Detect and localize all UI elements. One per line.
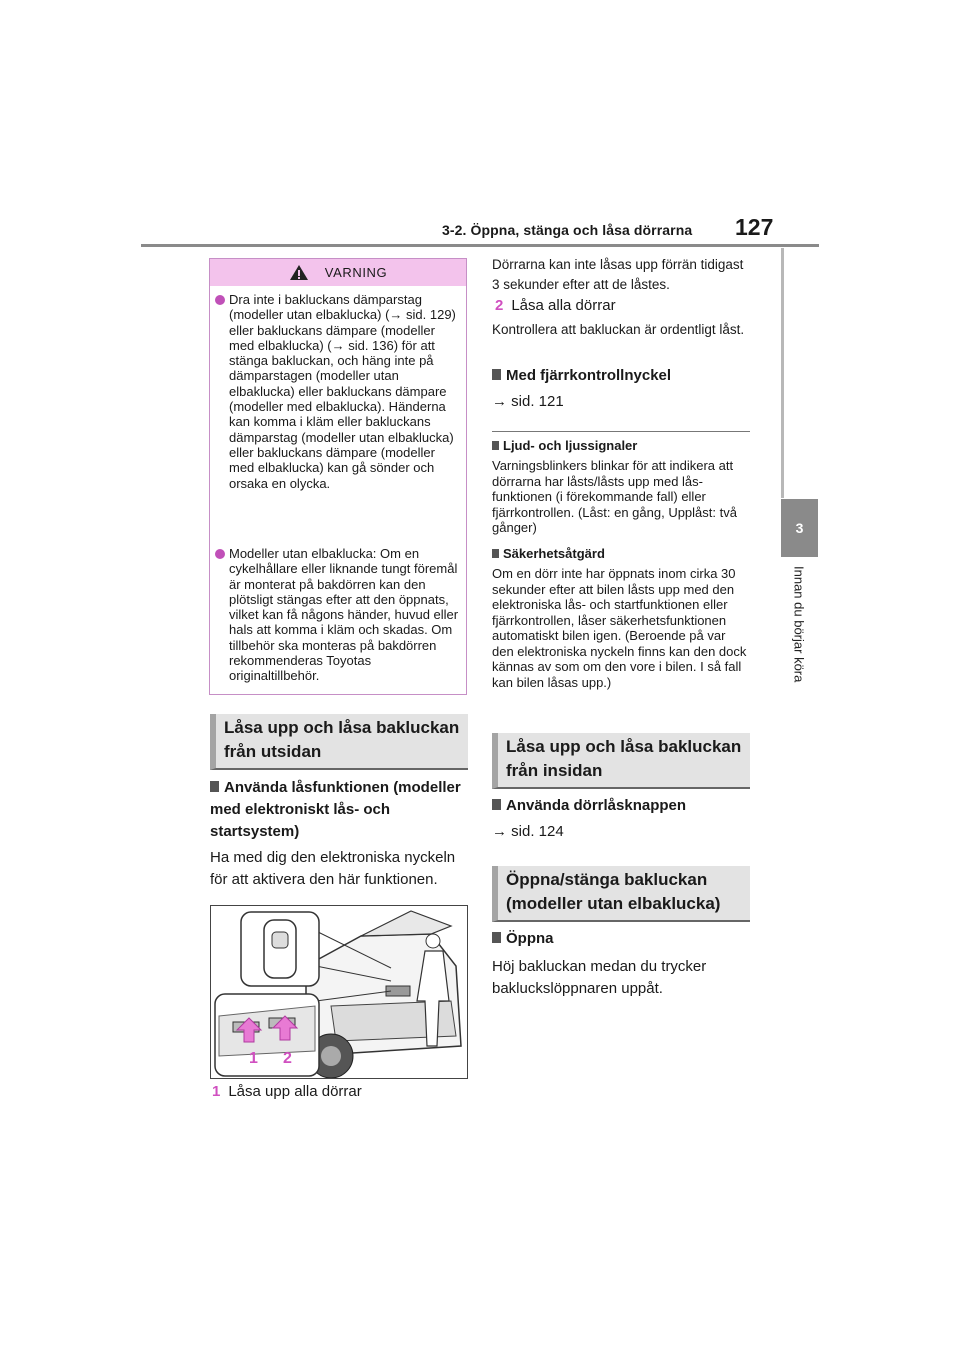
reference-link[interactable]: → sid. 121 xyxy=(492,393,564,410)
warning-triangle-icon xyxy=(289,264,309,281)
subheading-lock-button: Använda dörrlåsknappen xyxy=(492,795,750,817)
divider xyxy=(492,431,750,432)
subheading-open: Öppna xyxy=(492,928,750,950)
body-text: Ha med dig den elektroniska nyckeln för att aktivera den här funktionen. xyxy=(210,849,456,888)
warning-title: VARNING xyxy=(324,265,388,280)
signals-text: Varningsblinkers blinkar för att indikera att dörrarna har låsts/låsts upp med lås-funktionen (i förekommande fall) eller fjärrkontrollen. (Låst: en gång, Upplåst: två gånger) xyxy=(492,458,737,535)
illustration-key-tailgate xyxy=(210,905,468,1079)
subheading-safety: Säkerhetsåtgärd xyxy=(492,546,750,562)
warning-box xyxy=(209,258,467,695)
subheading-lock-function: Använda låsfunktionen (modeller med elektroniskt lås- och startsystem) xyxy=(210,779,461,840)
open-text: Höj bakluckan medan du trycker bakluckslöppnaren uppåt. xyxy=(492,958,707,997)
chapter-tab: 3 xyxy=(781,499,818,557)
step-number: 1 xyxy=(212,1083,221,1100)
step-2: 2 Låsa alla dörrar xyxy=(495,297,616,314)
square-bullet-icon xyxy=(492,369,501,380)
page-number: 127 xyxy=(735,214,774,240)
square-bullet-icon xyxy=(492,549,499,558)
chapter-tab-label: Innan du börjar köra xyxy=(791,566,807,683)
subheading-remote: Med fjärrkontrollnyckel xyxy=(492,365,750,387)
chapter-title: 3-2. Öppna, stänga och låsa dörrarna xyxy=(442,222,693,238)
step-2-note: Kontrollera att bakluckan är ordentligt låst. xyxy=(492,322,745,337)
bullet-icon xyxy=(215,295,225,305)
illus-label-1: 1 xyxy=(249,1050,258,1067)
subheading-signals: Ljud- och ljussignaler xyxy=(492,438,750,454)
section-heading-inside: Låsa upp och låsa bakluckan från insidan xyxy=(492,733,750,789)
warning-item: Modeller utan elbaklucka: Om en cykelhållare eller liknande tungt föremål är monterat på bakdörren kan den plötsligt stängas efter att den öppnats, vilket kan få någons händer, huvud eller hals att komma i kläm och skadas. Om tillbehör ska monteras på bakdörren rekommenderas Toyotas originaltillbehör. xyxy=(215,546,463,684)
safety-text: Om en dörr inte har öppnats inom cirka 30 sekunder efter att bilen låsts upp med den elektroniska lås- och startfunktionen eller fjärrkontrollen, låser säkerhetsfunktionen automatiskt bilen igen. (Beroende på var den elektroniska nyckeln finns kan den dock kännas av som om den vore i bilen. I så fall kan bilen låsas upp.) xyxy=(492,566,747,690)
square-bullet-icon xyxy=(492,932,501,943)
square-bullet-icon xyxy=(210,781,219,792)
illus-label-2: 2 xyxy=(283,1050,292,1067)
side-rule xyxy=(781,248,784,498)
header-rule xyxy=(141,244,819,247)
section-heading-open-close: Öppna/stänga bakluckan (modeller utan elbaklucka) xyxy=(492,866,750,922)
warning-header xyxy=(210,259,466,286)
step-number: 2 xyxy=(495,297,504,314)
step-1: 1 Låsa upp alla dörrar xyxy=(212,1083,362,1100)
bullet-icon xyxy=(215,549,225,559)
intro-text: Dörrarna kan inte låsas upp förrän tidigast 3 sekunder efter att de låstes. xyxy=(492,257,744,292)
reference-link[interactable]: → sid. 124 xyxy=(492,823,564,840)
warning-item: Dra inte i bakluckans dämparstag (modeller utan elbaklucka) (→ sid. 129) eller bakluckans dämpare (modeller med elbaklucka) (→ sid. 136) för att stänga bakluckan, och häng inte på dämparstagen (modeller utan elbaklucka) eller bakluckans dämpare (modeller med elbaklucka). Händerna kan komma i kläm eller bakluckans dämparstag (modeller utan elbaklucka) eller bakluckans dämpare (modeller med elbaklucka) kan gå sönder och orsaka en olycka. xyxy=(215,292,463,491)
section-heading-outside: Låsa upp och låsa bakluckan från utsidan xyxy=(210,714,468,770)
square-bullet-icon xyxy=(492,799,501,810)
square-bullet-icon xyxy=(492,441,499,450)
